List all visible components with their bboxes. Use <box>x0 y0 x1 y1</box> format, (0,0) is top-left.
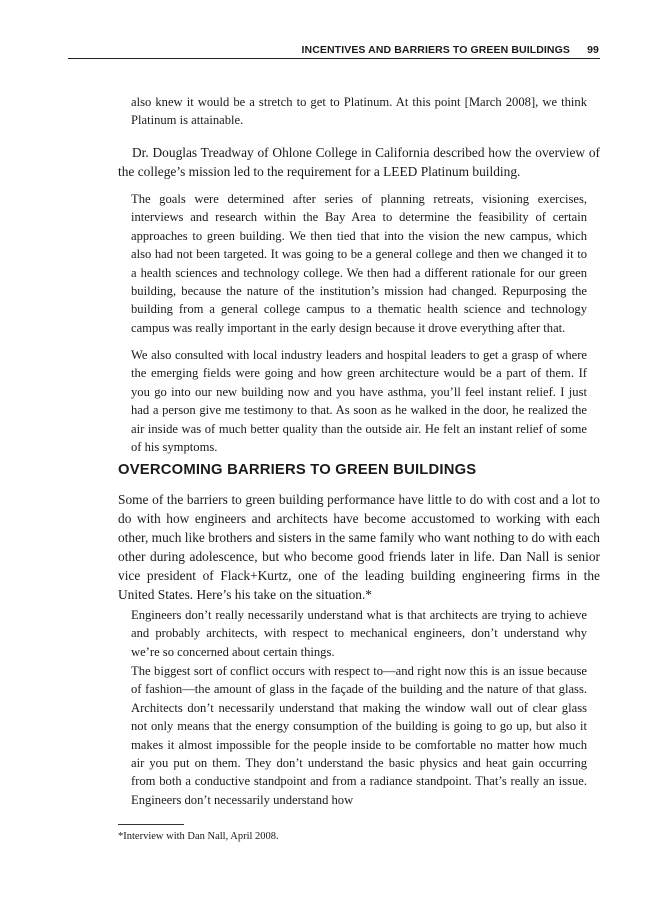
block-quote-conflict: The biggest sort of conflict occurs with respect to—and right now this is an issue because of fashion—the amount of glass in the façade of the building and the nature of that glass. Architects don’t necessarily understand that making the window wall out of clear glass not only means that the energy consumption of the building is going to go up, but also it makes it almost impossible for the people inside to be comfortable no matter how much air you put on them. They don’t understand the basic physics and heat gain occurring from both a conductive standpoint and from a radiance standpoint. That’s really an issue. Engineers don’t necessarily understand how <box>131 664 587 807</box>
footnote: *Interview with Dan Nall, April 2008. <box>118 831 279 842</box>
page-number: 99 <box>587 44 599 56</box>
paragraph-barriers: Some of the barriers to green building performance have little to do with cost and a lot to do with how engineers and architects have become accustomed to working with each other, much like brothers and sisters in the same family who want nothing to do with each other during adolescence, but who become good friends later in life. Dan Nall is senior vice president of Flack+Kurtz, one of the leading building engineering firms in the United States. Here’s his take on the situation.* <box>118 492 600 602</box>
block-quote-goals: The goals were determined after series of planning retreats, visioning exercises, interviews and research within the Bay Area to determine the feasibility of certain approaches to green building. We then tied that into the vision the new campus, which also had not been targeted. It was going to be a general college and then we changed it to a health sciences and technology college. We then had a different rationale for our green building, because the nature of the institution’s mission had changed. Repurposing the building from a general college campus to a thematic health science and technology campus was really important in the early design because it drove everything after that. <box>131 192 587 335</box>
section-heading: OVERCOMING BARRIERS TO GREEN BUILDINGS <box>118 462 477 478</box>
block-quote-consulted: We also consulted with local industry leaders and hospital leaders to get a grasp of where the emerging fields were going and how green architecture would be a part of them. If you go into our new building now and you have asthma, you’ll feel instant relief. I just had a person give me testimony to that. As soon as he walked in the door, he realized the air inside was of much better quality than the outside air. He felt an instant relief of some of his symptoms. <box>131 348 587 455</box>
running-head <box>68 40 600 59</box>
footnote-divider <box>118 824 184 825</box>
paragraph-treadway: Dr. Douglas Treadway of Ohlone College in California described how the overview of the college’s mission led to the requirement for a LEED Platinum building. <box>118 145 600 179</box>
block-quote-platinum: also knew it would be a stretch to get to Platinum. At this point [March 2008], we think Platinum is attainable. <box>131 95 587 128</box>
block-quote-engineers: Engineers don’t really necessarily understand what is that architects are trying to achieve and probably architects, with respect to mechanical engineers, don’t understand why we’re so concerned about certain things. <box>131 608 587 659</box>
running-head-title: INCENTIVES AND BARRIERS TO GREEN BUILDINGS <box>301 44 570 56</box>
